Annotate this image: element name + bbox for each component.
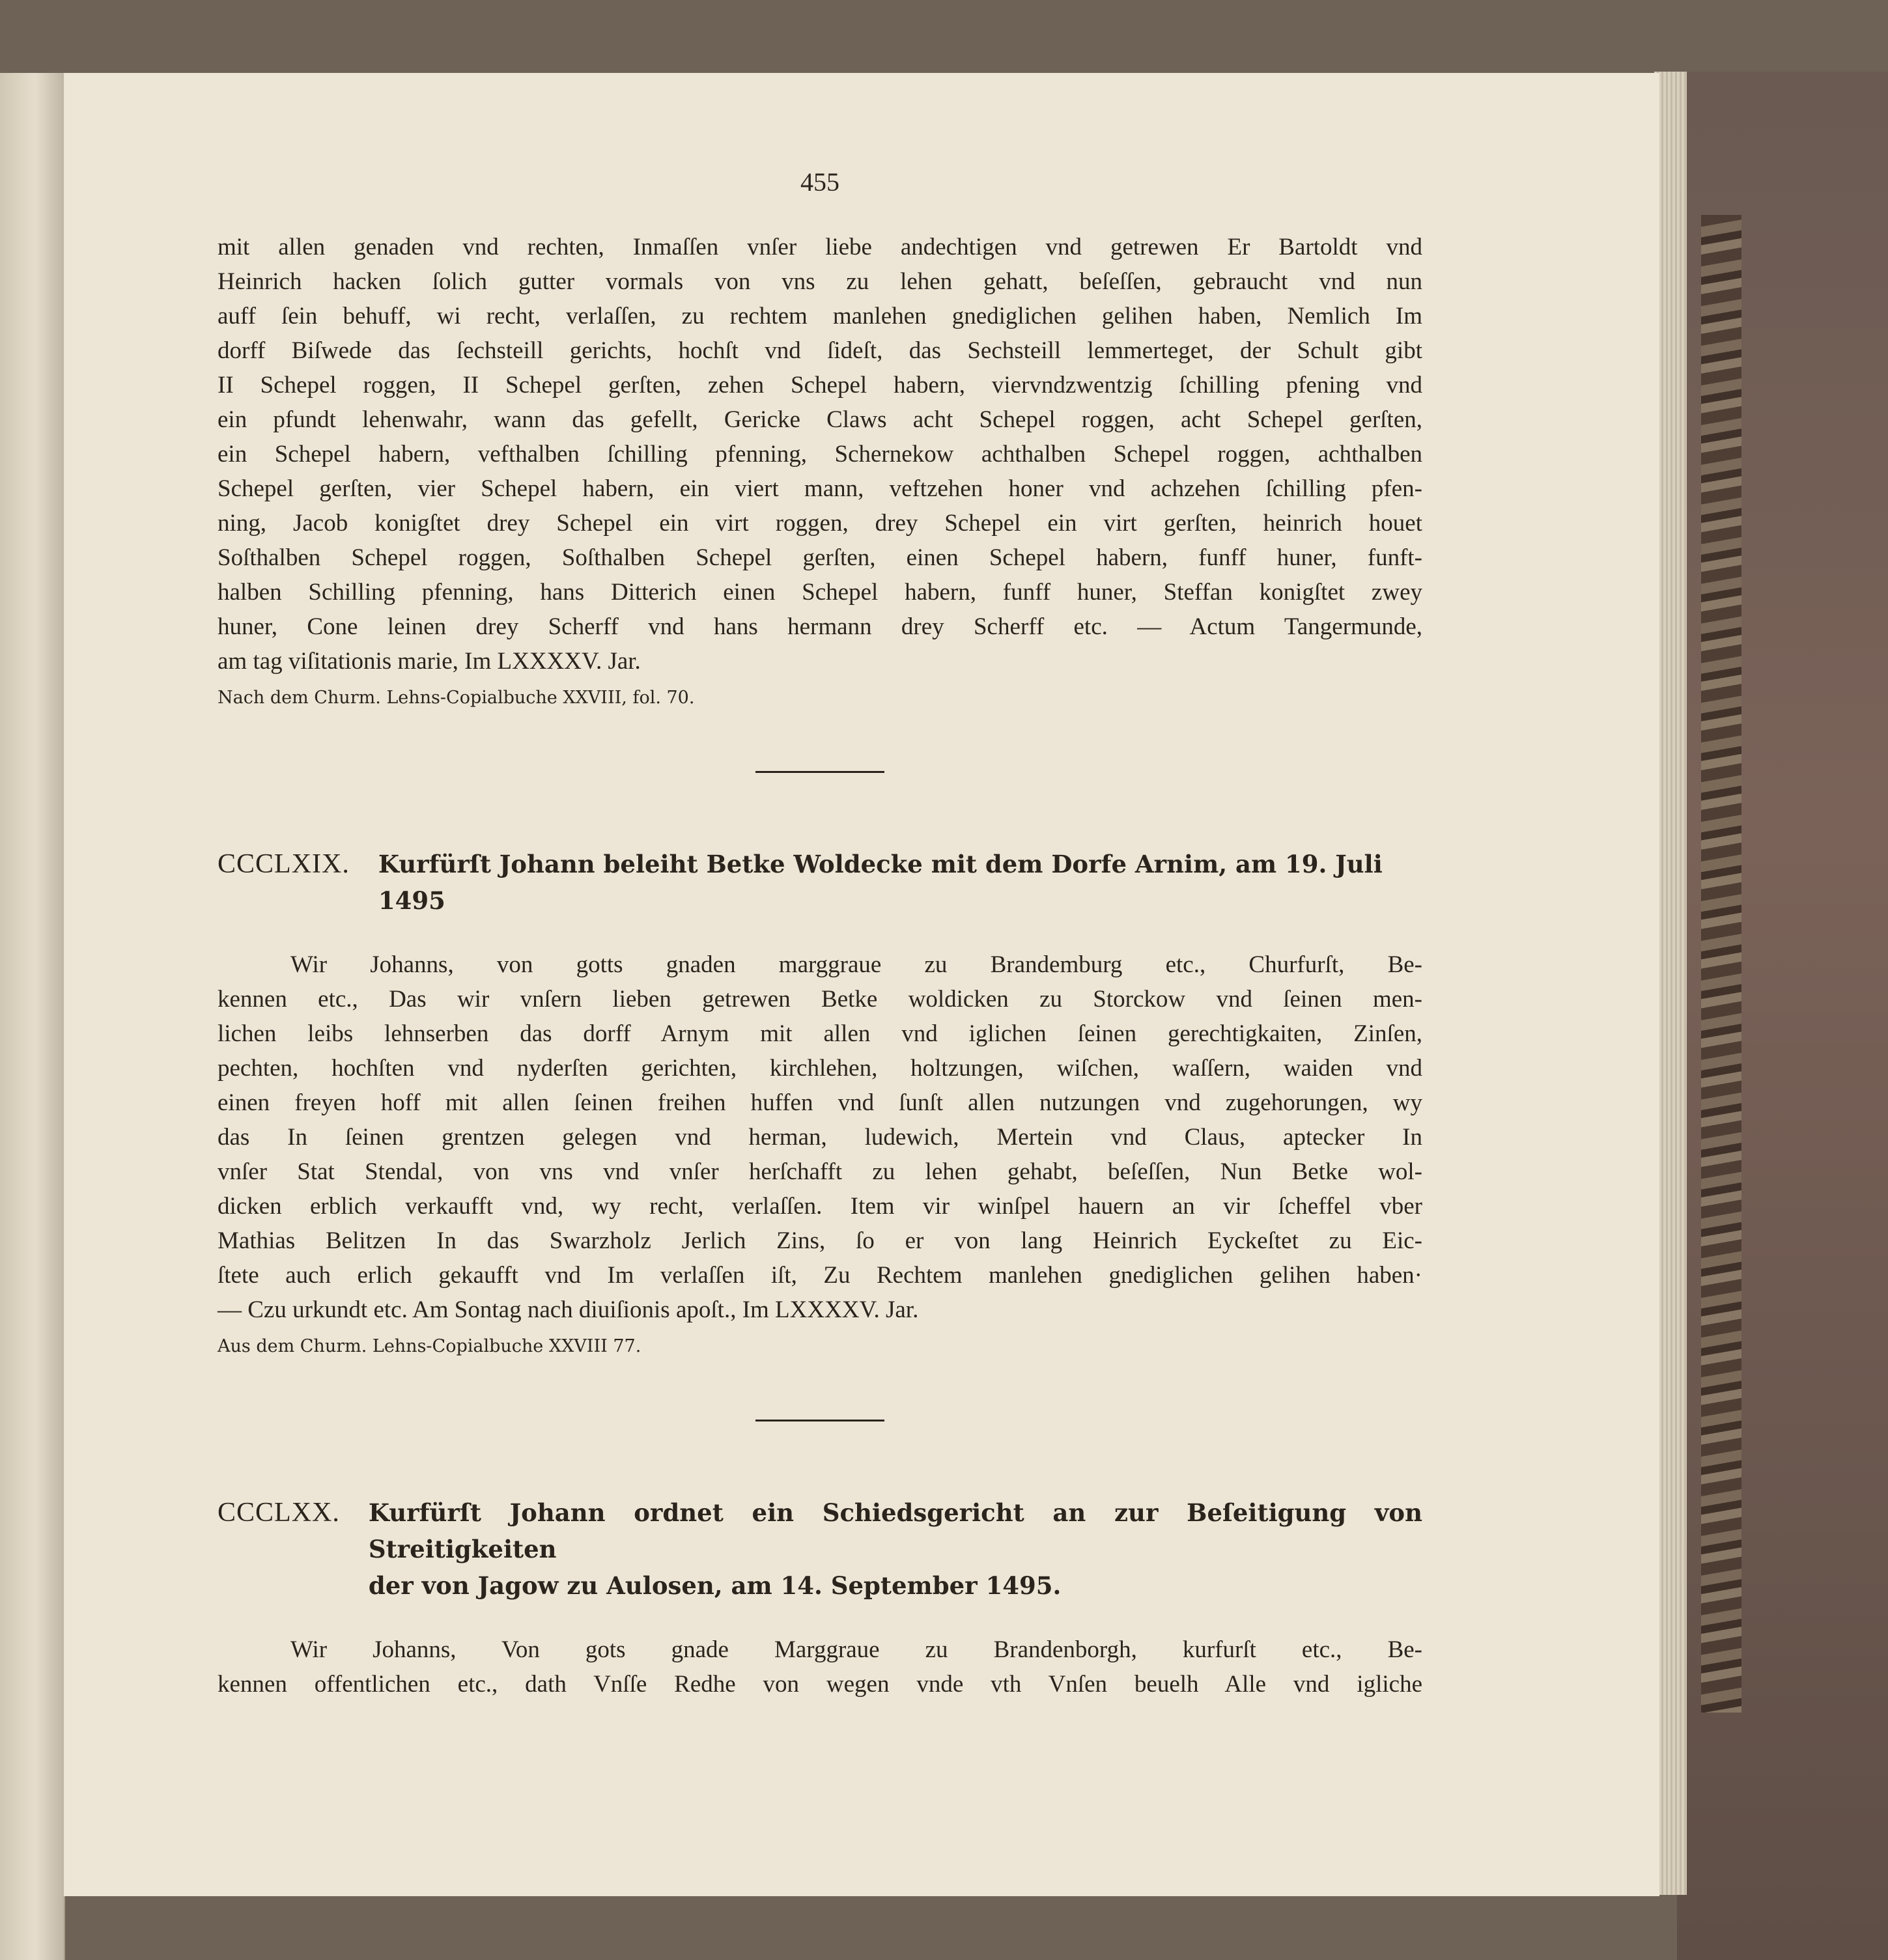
text-line: am tag viſitationis marie, Im LXXXXV. Jar.	[218, 648, 641, 675]
text-line: Mathias Belitzen In das Swarzholz Jerlich Zins, ſo er von lang Heinrich Eyckeſtet zu Eic-	[218, 1227, 1422, 1254]
text-line: — Czu urkundt etc. Am Sontag nach diuiſionis apoſt., Im LXXXXV. Jar.	[218, 1296, 919, 1323]
title-line: Kurfürſt Johann ordnet ein Schiedsgericht an zur Beſeitigung von Streitigkeiten	[368, 1498, 1422, 1563]
text-line: lichen leibs lehnserben das dorff Arnym mit allen vnd iglichen ſeinen gerechtigkaiten, Zinſen,	[218, 1020, 1422, 1047]
section-title	[369, 1494, 1422, 1604]
section-divider	[755, 1420, 884, 1421]
section-heading	[218, 1494, 1422, 1604]
text-line: pechten, hochſten vnd nyderſten gerichten, kirchlehen, holtzungen, wiſchen, waſſern, waiden vnd	[218, 1055, 1422, 1082]
text-line: ning, Jacob konigſtet drey Schepel ein virt roggen, drey Schepel ein virt gerſten, heinrich houet	[218, 510, 1422, 537]
text-line: vnſer Stat Stendal, von vns vnd vnſer herſchafft zu lehen gehabt, beſeſſen, Nun Betke wol-	[218, 1158, 1422, 1185]
page-number: 455	[800, 167, 839, 197]
text-line: Wir Johanns, Von gots gnade Marggraue zu Brandenborgh, kurfurſt etc., Be-	[290, 1636, 1422, 1663]
text-line: Heinrich hacken ſolich gutter vormals von vns zu lehen gehatt, beſeſſen, gebraucht vnd nun	[218, 268, 1422, 295]
section-divider	[755, 771, 884, 773]
text-line: das In ſeinen grentzen gelegen vnd herman, ludewich, Mertein vnd Claus, aptecker In	[218, 1124, 1422, 1151]
source-note: Aus dem Churm. Lehns-Copialbuche XXVIII 77.	[218, 1336, 641, 1356]
text-line: auff ſein behuff, wi recht, verlaſſen, zu rechtem manlehen gnediglichen gelihen haben, Nemlich Im	[218, 303, 1422, 329]
charter-paragraph	[218, 947, 1422, 982]
text-line: kennen offentlichen etc., dath Vnſſe Redhe von wegen vnde vth Vnſen beuelh Alle vnd igliche	[218, 1671, 1422, 1698]
text-line: Soſthalben Schepel roggen, Soſthalben Schepel gerſten, einen Schepel habern, funff huner, funft-	[218, 544, 1422, 571]
text-line: dicken erblich verkaufft vnd, wy recht, verlaſſen. Item vir winſpel hauern an vir ſcheffel vber	[218, 1193, 1422, 1220]
text-line: ein Schepel habern, vefthalben ſchilling pfenning, Schernekow achthalben Schepel roggen, achthalben	[218, 441, 1422, 468]
section-number: CCCLXX.	[218, 1498, 340, 1528]
text-line: huner, Cone leinen drey Scherff vnd hans hermann drey Scherff etc. — Actum Tangermunde,	[218, 613, 1422, 640]
text-line: einen freyen hoff mit allen ſeinen freihen huffen vnd ſunſt allen nutzungen vnd zugehorungen, wy	[218, 1089, 1422, 1116]
title-line: Kurfürſt Johann beleiht Betke Woldecke mit dem Dorfe Arnim, am 19. Juli 1495	[378, 850, 1383, 915]
marbled-board	[1701, 215, 1741, 1713]
section-number: CCCLXIX.	[218, 849, 350, 879]
page-content	[218, 166, 1422, 1701]
charter-paragraph-cont	[218, 982, 1422, 1327]
title-line: der von Jagow zu Aulosen, am 14. September 1495.	[368, 1571, 1062, 1600]
section-title	[378, 846, 1422, 919]
text-line: mit allen genaden vnd rechten, Inmaſſen vnſer liebe andechtigen vnd getrewen Er Bartoldt vnd	[218, 234, 1422, 260]
left-page-edge	[0, 73, 65, 1960]
top-paragraph	[218, 230, 1422, 679]
charter-paragraph-cont	[218, 1667, 1422, 1701]
section-heading	[218, 846, 1422, 919]
charter-paragraph	[218, 1632, 1422, 1667]
text-line: Schepel gerſten, vier Schepel habern, ein viert mann, veftzehen honer vnd achzehen ſchilling pfen-	[218, 475, 1422, 502]
text-line: II Schepel roggen, II Schepel gerſten, zehen Schepel habern, viervndzwentzig ſchilling pfening vnd	[218, 372, 1422, 399]
text-line: ein pfundt lehenwahr, wann das gefellt, Gericke Claws acht Schepel roggen, acht Schepel gerſten,	[218, 406, 1422, 433]
text-line: kennen etc., Das wir vnſern lieben getrewen Betke woldicken zu Storckow vnd ſeinen men-	[218, 986, 1422, 1013]
text-line: ſtete auch erlich gekaufft vnd Im verlaſſen iſt, Zu Rechtem manlehen gnediglichen gelihen haben·	[218, 1262, 1422, 1289]
text-line: dorff Biſwede das ſechsteill gerichts, hochſt vnd ſideſt, das Sechsteill lemmerteget, der Schult gibt	[218, 337, 1422, 364]
text-line: halben Schilling pfenning, hans Ditterich einen Schepel habern, funff huner, Steffan konigſtet zwey	[218, 579, 1422, 606]
text-line: Wir Johanns, von gotts gnaden marggraue zu Brandemburg etc., Churfurſt, Be-	[290, 951, 1422, 978]
source-note: Nach dem Churm. Lehns-Copialbuche XXVIII, fol. 70.	[218, 688, 695, 708]
